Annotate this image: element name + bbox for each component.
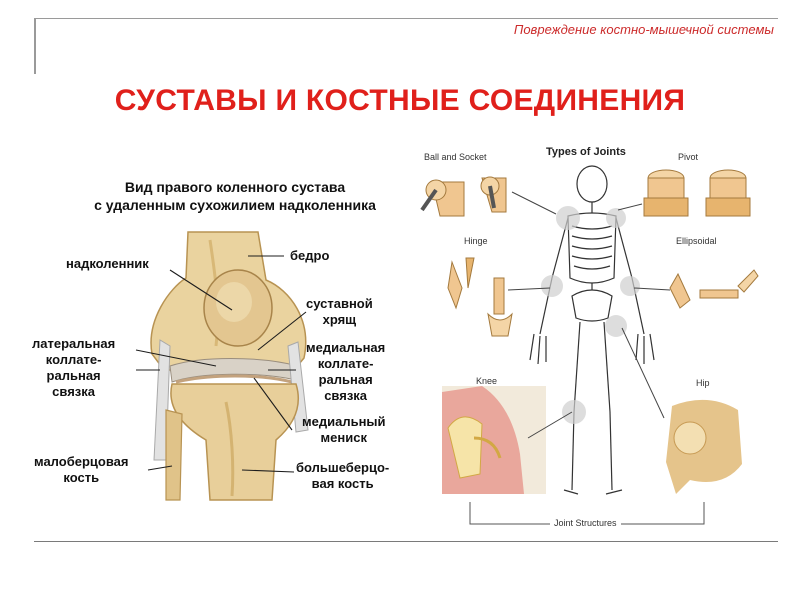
hinge-model [448,258,512,336]
label-joint-structures: Joint Structures [550,518,621,528]
label-lateral-ligament: латеральная коллате- ральная связка [32,336,116,399]
knee-figure [20,170,410,510]
knee-caption-line-1: Вид правого коленного сустава [124,179,346,195]
knee-model [442,386,546,494]
bottom-divider [34,541,778,542]
label-medial-meniscus: медиальный мениск [302,414,386,445]
label-ball-and-socket: Ball and Socket [424,152,487,162]
slide-subtitle: Повреждение костно-мышечной системы [513,22,774,37]
joint-types-figure [408,138,780,536]
label-pivot: Pivot [678,152,699,162]
header-frame-vertical [34,18,36,74]
label-knee: Knee [476,376,498,386]
label-cartilage: суставной хрящ [306,296,373,327]
label-patella: надколенник [66,256,149,271]
label-hinge: Hinge [464,236,488,246]
pivot-model [644,170,750,216]
label-tibia: большеберцо- вая кость [296,460,390,491]
label-medial-ligament: медиальная коллате- ральная связка [306,340,386,403]
label-ellipsoidal: Ellipsoidal [676,236,717,246]
ball-and-socket-model [422,177,506,216]
knee-caption-line-2: с удаленным сухожилием надколенника [94,197,376,213]
slide-title: СУСТАВЫ И КОСТНЫЕ СОЕДИНЕНИЯ [114,84,686,117]
label-fibula: малоберцовая кость [34,454,129,485]
tibia-bone [171,384,298,500]
joint-types-title: Types of Joints [546,146,626,158]
header-frame-horizontal [34,18,778,19]
joint-types-illustration [408,138,780,536]
fibula-bone [166,410,182,500]
skeleton [530,166,654,494]
hip-model [658,394,754,494]
ellipsoidal-model [670,270,758,308]
label-femur: бедро [290,248,330,263]
label-hip: Hip [696,378,710,388]
